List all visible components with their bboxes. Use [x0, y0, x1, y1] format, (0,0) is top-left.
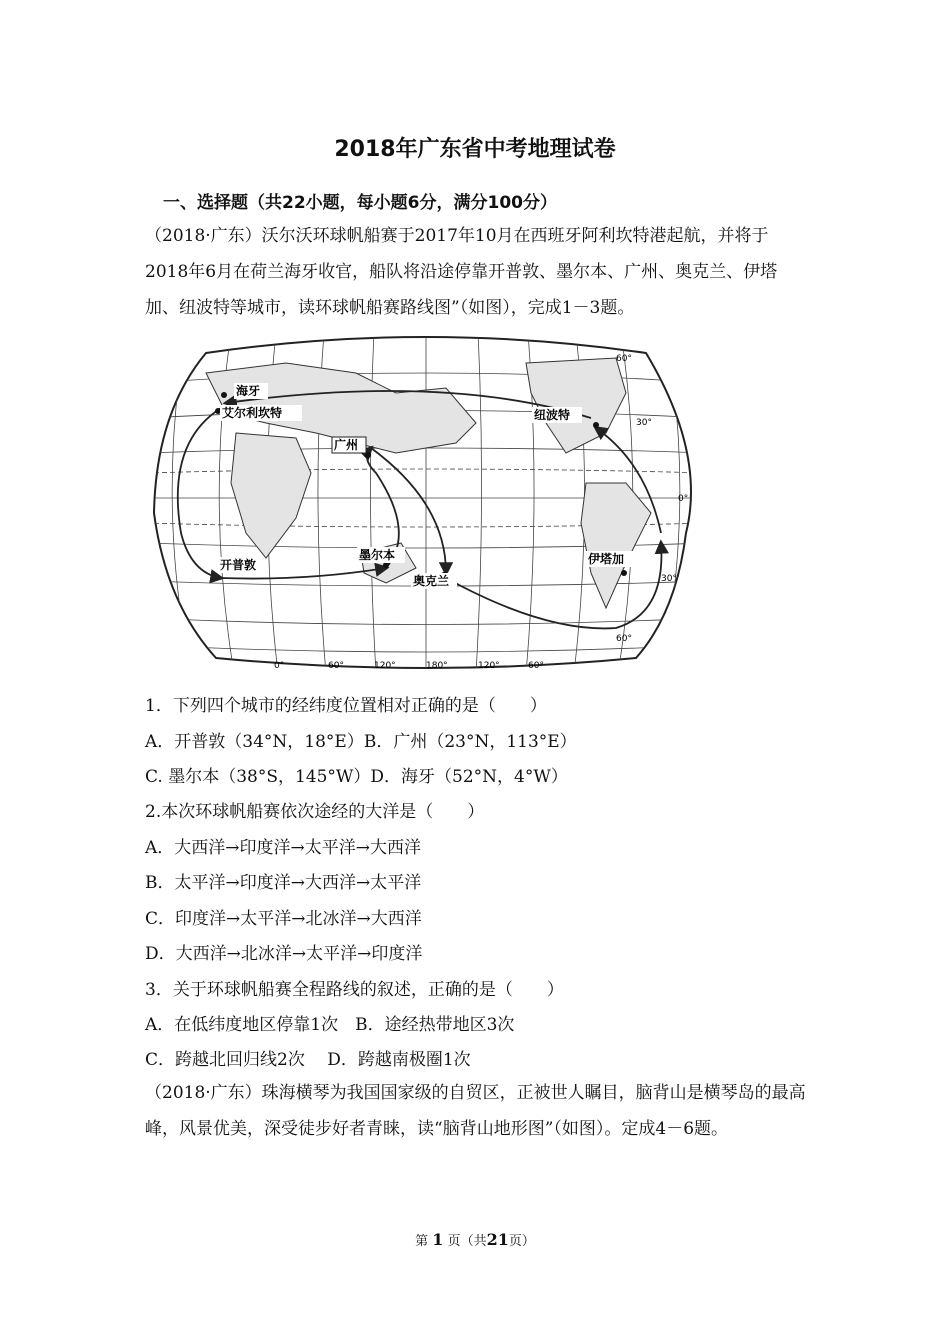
city-label: 奥克兰: [413, 574, 450, 588]
city-label: 伊塔加: [588, 552, 625, 566]
lon-label: 120°: [478, 661, 500, 671]
question-2-option-a: A．大西洋→印度洋→太平洋→大西洋: [145, 838, 422, 858]
lat-label: 30°: [661, 574, 677, 584]
lat-label: 60°: [616, 634, 632, 644]
question-3-stem: 3．关于环球帆船赛全程路线的叙述，正确的是（ ）: [145, 980, 564, 1000]
question-3-options-ab: A．在低纬度地区停靠1次 B．途经热带地区3次: [145, 1015, 515, 1035]
footer-suffix: 页）: [508, 1234, 535, 1249]
lon-label: 0°: [274, 661, 285, 671]
city-label: 墨尔本: [359, 548, 396, 562]
page-footer: [0, 1230, 950, 1249]
city-label: 开普敦: [220, 558, 257, 572]
footer-total-pages: 21: [486, 1230, 509, 1249]
city-label: 广州: [334, 438, 359, 452]
question-1-stem: 1．下列四个城市的经纬度位置相对正确的是（ ）: [145, 696, 547, 716]
city-label: 海牙: [236, 384, 261, 398]
question-2-option-d: D．大西洋→北冰洋→太平洋→印度洋: [145, 944, 423, 964]
question-1-options-cd: C. 墨尔本（38°S，145°W）D．海牙（52°N，4°W）: [145, 767, 568, 787]
lat-label: 60°: [616, 354, 632, 364]
world-map-figure: [146, 333, 706, 673]
question-2-stem: 2.本次环球帆船赛依次途经的大洋是（ ）: [145, 802, 485, 822]
section-heading: 一、选择题（共22小题，每小题6分，满分100分）: [163, 193, 557, 213]
lon-label: 180°: [426, 661, 448, 671]
question-1-options-ab: A．开普敦（34°N，18°E）B．广州（23°N，113°E）: [145, 732, 577, 752]
lat-label: 0°: [678, 494, 689, 504]
city-label: 纽波特: [534, 408, 571, 422]
city-label: 艾尔利坎特: [222, 406, 283, 420]
lon-label: 60°: [328, 661, 344, 671]
lat-label: 30°: [636, 418, 652, 428]
question-3-options-cd: C．跨越北回归线2次 D．跨越南极圈1次: [145, 1050, 471, 1070]
footer-page-number: 1: [432, 1230, 444, 1249]
footer-middle: 页（共: [447, 1234, 487, 1249]
footer-prefix: 第: [415, 1234, 429, 1249]
lon-label: 120°: [374, 661, 396, 671]
question-2-option-b: B．太平洋→印度洋→大西洋→太平洋: [145, 873, 422, 893]
page-title: 2018年广东省中考地理试卷: [334, 137, 616, 162]
intro-paragraph: （2018·广东）沃尔沃环球帆船赛于2017年10月在西班牙阿利坎特港起航，并将于2018年6月在荷兰海牙收官，船队将沿途停靠开普敦、墨尔本、广州、奥克兰、伊塔加、纽波特等城市，读环球帆船赛路线图”（如图），完成1－3题。: [145, 226, 778, 318]
second-paragraph: （2018·广东）珠海横琴为我国国家级的自贸区，正被世人瞩目，脑背山是横琴岛的最高峰，风景优美，深受徒步好者青睐，读“脑背山地形图”（如图）。定成4－6题。: [145, 1083, 806, 1139]
lon-label: 60°: [528, 661, 544, 671]
question-2-option-c: C．印度洋→太平洋→北冰洋→大西洋: [145, 909, 422, 929]
